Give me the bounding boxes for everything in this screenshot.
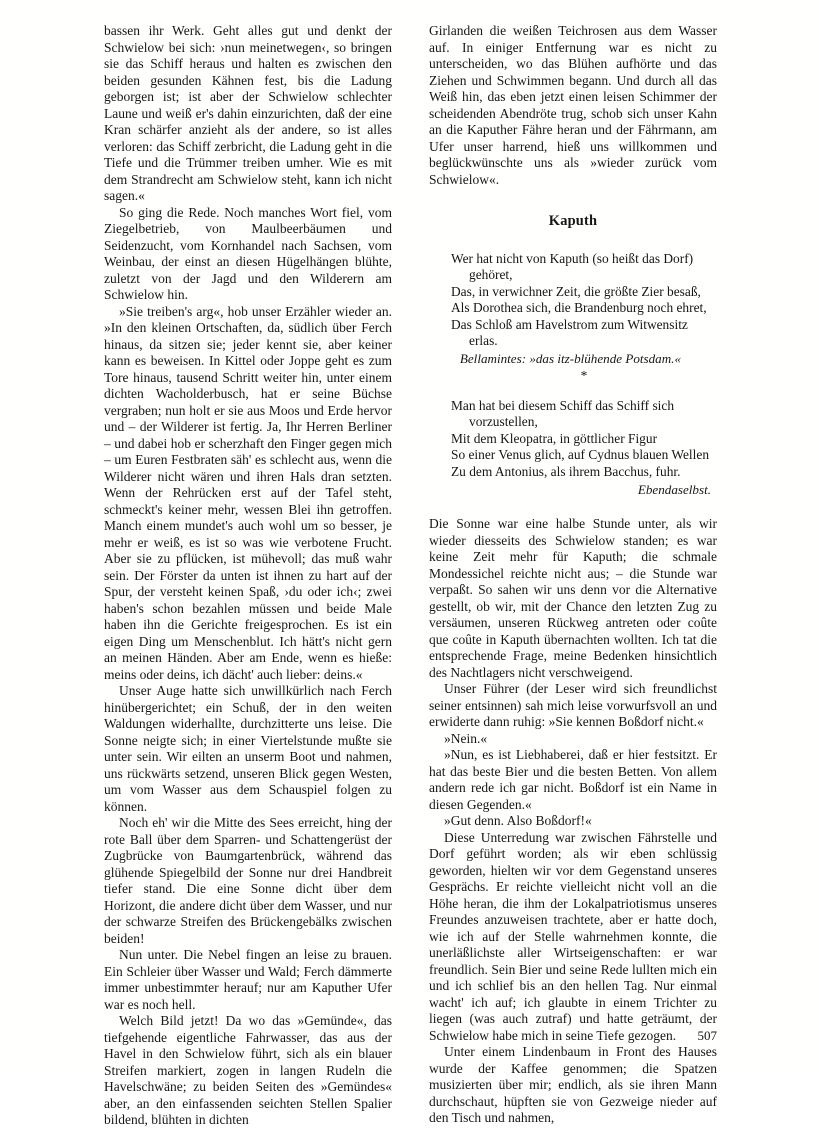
paragraph: Unser Auge hatte sich unwillkürlich nach Ferch hinübergerichtet; ein Schuß, der in den weiten Waldungen widerhallte, durchzitterte uns leise. Die Sonne neigte sich; in einer Viertelstunde mußte sie unter sein. Wir eilten an unserm Boot und nahmen, uns rückwärts setzend, unseren Blick gegen Westen, um vom Wasser aus dem Schauspiel folgen zu können.: [104, 683, 392, 814]
verse-separator: *: [580, 367, 588, 383]
paragraph: Noch eh' wir die Mitte des Sees erreicht, hing der rote Ball über dem Sparren- und Schattengerüst der Zugbrücke von Baumgartenbrück, während das glühende Spiegelbild der Sonne nur drei Handbreit tiefer stand. Die eine Sonne dicht über dem Horizont, die andere dicht über dem Wasser, und nur der schwarze Streifen des Brückengebälks zwischen beiden!: [104, 815, 392, 946]
paragraph: So ging die Rede. Noch manches Wort fiel, vom Ziegelbetrieb, von Maulbeerbäumen und Seidenzucht, vom Kornhandel nach Sachsen, vom Weinbau, der einst an diesen Hügelhängen blühte, zuletzt von der Jagd und den Wilderern am Schwielow hin.: [104, 204, 392, 302]
paragraph: Unter einem Lindenbaum in Front des Hauses wurde der Kaffee genommen; die Spatzen musizierten über mir; endlich, als sie ihren Mann durchschaut, hüpften sie von Gezweige nieder auf den Tisch und nahmen,: [429, 1044, 717, 1126]
paragraph: Nun unter. Die Nebel fingen an leise zu brauen. Ein Schleier über Wasser und Wald; Ferch dämmerte immer unbestimmter herauf; nur am Kaputher Ufer war es noch hell.: [104, 947, 392, 1012]
verse-attribution: Bellamintes: »das itz-blühende Potsdam.«: [459, 351, 681, 367]
paragraph: »Nun, es ist Liebhaberei, daß er hier festsitzt. Er hat das beste Bier und die besten Betten. Von allem andern rede ich gar nicht. Boßdorf ist ein Name in diesen Gegenden.«: [429, 747, 717, 812]
verse-line: Wer hat nicht von Kaputh (so heißt das Dorf): [451, 250, 694, 266]
paragraph: bassen ihr Werk. Geht alles gut und denkt der Schwielow bei sich: ›nun meinetwegen‹, so bringen sie das Schiff heraus und halten es zwischen den beiden gesunden Kähnen fest, bis die Ladung geborgen ist; ist aber der Schwielow schlechter Laune und weiß er's dahin einzurichten, daß der eine Kran schärfer anzieht als der andere, so ist alles verloren: das Schiff zerbricht, die Ladung geht in die Tiefe und die Trümmer treiben umher. Wie es mit dem Strandrecht am Schwielow steht, kann ich nicht sagen.«: [104, 23, 392, 203]
verse-attribution: Ebendaselbst.: [637, 481, 711, 497]
epigraph-verse-1: [451, 251, 717, 383]
epigraph-verse-2: [451, 398, 717, 499]
paragraph: »Sie treiben's arg«, hob unser Erzähler wieder an. »In den kleinen Ortschaften, da, südlich über Ferch hinaus, da sitzen sie; jeder kennt sie, aber keiner kann es beweisen. In Kittel oder Joppe geht es zum Tore hinaus, tausend Schritt weiter hin, unter einem dichten Wacholderbusch, hat er seine Büchse vergraben; nun holt er sie aus Moos und Erde hervor und – der Wilderer ist fertig. Ja, Ihr Herren Berliner – und dabei hob er scherzhaft den Finger gegen mich – um Euren Festbraten säh' es schlecht aus, wenn die Wilderer nicht wären und ihren Hals dran setzten. Wenn der Rehrücken erst auf der Tafel steht, schmeckt's keiner mehr, wessen Blei ihn getroffen. Manch einem mundet's auch wohl um so besser, je mehr er weiß, es ist so was wie verbotene Frucht. Aber sie zu pflücken, ist mühevoll; das muß wahr sein. Der Förster da unten ist ihnen zu hart auf der Spur, der versteht keinen Spaß, ›du oder ich‹; zwei haben's schon bezahlen müssen und beide Male haben ihn die Gerichte freigesprochen. Es ist ein eigen Ding um Menschenblut. Ich hätt's nicht gern an meinen Händen. Aber am Ende, wenn es hieße: meins oder deins, ich dächt' auch lieber: deins.«: [104, 303, 392, 682]
paragraph: »Nein.«: [444, 730, 488, 746]
verse-line: Man hat bei diesem Schiff das Schiff sich: [451, 397, 675, 413]
paragraph: Welch Bild jetzt! Da wo das »Gemünde«, das tiefgehende eigentliche Fahrwasser, das aus der Havel in den Schwielow führt, sich als ein blauer Streifen markiert, zogen in langen Rudeln die Havelschwäne; zu beiden Seiten des »Gemündes« aber, an den einfassenden seichten Stellen Spalier bildend, blühten in dichten: [104, 1013, 392, 1127]
left-column: [104, 23, 392, 1129]
right-column: [429, 23, 717, 1129]
paragraph: Diese Unterredung war zwischen Fährstelle und Dorf geführt worden; als wir eben schlüssig geworden, hielten wir vor dem Gegenstand unseres Gesprächs. Er reichte vielleicht nicht voll an die Höhe heran, die ihm der Lokalpatriotismus unseres Freundes anzuweisen trachtete, aber er hatte doch, wie ich auf der Stelle wahrnehmen konnte, die unerläßlichste aller Wirtseigenschaften: er war freundlich. Sein Bier und seine Rede lullten mich ein und ich schlief bis an den hellen Tag. Nur einmal wacht' ich auf; ich glaubte in einem Trichter zu liegen (was auch zutraf) und hatte geträumt, der Schwielow habe mich in seine Tiefe gezogen.: [429, 829, 717, 1043]
verse-line: vorzustellen,: [469, 414, 538, 430]
paragraph: Girlanden die weißen Teichrosen aus dem Wasser auf. In einiger Entfernung war es nicht zu unterscheiden, wo das Blühen aufhörte und das Ziehen und Schwimmen begann. Und durch all das Weiß hin, das eben jetzt einen leisen Schimmer der scheidenden Abendröte trug, schob sich unser Kahn an die Kaputher Fähre heran und der Fährmann, am Ufer unser harrend, hieß uns willkommen und beglückwünschte uns als »wieder zurück vom Schwielow«.: [429, 23, 717, 187]
text-columns: [104, 23, 717, 1129]
paragraph: »Gut denn. Also Boßdorf!«: [444, 813, 592, 829]
verse-line: Das Schloß am Havelstrom zum Witwensitz erlas.: [451, 316, 688, 349]
verse-line: Zu dem Antonius, als ihrem Bacchus, fuhr.: [451, 464, 681, 480]
verse-line: Als Dorothea sich, die Brandenburg noch ehret,: [451, 300, 707, 316]
verse-line: So einer Venus glich, auf Cydnus blauen Wellen: [451, 447, 710, 463]
verse-line: Das, in verwichner Zeit, die größte Zier besaß,: [451, 283, 701, 299]
page-number: 507: [697, 1028, 717, 1043]
verse-line: Mit dem Kleopatra, in göttlicher Figur: [451, 430, 658, 446]
chapter-heading: Kaputh: [548, 213, 598, 229]
paragraph: Unser Führer (der Leser wird sich freundlichst seiner entsinnen) sah mich leise vorwurfsvoll an und erwiderte dann ruhig: »Sie kennen Boßdorf nicht.«: [429, 681, 717, 730]
verse-line: gehöret,: [469, 267, 513, 283]
paragraph: Die Sonne war eine halbe Stunde unter, als wir wieder diesseits des Schwielow standen; es war keine Zeit mehr für Kaputh; die schmale Mondessichel reichte nicht aus; – die Stunde war verpaßt. So sahen wir uns denn vor die Alternative gestellt, ob wir, mit der Chance den letzten Zug zu versäumen, unseren Rückweg antreten oder coûte que coûte in Kaputh übernachten wollten. Ich tat die entsprechende Frage, meine Bedenken hinsichtlich des Nachtlagers nicht verschweigend.: [429, 516, 717, 680]
